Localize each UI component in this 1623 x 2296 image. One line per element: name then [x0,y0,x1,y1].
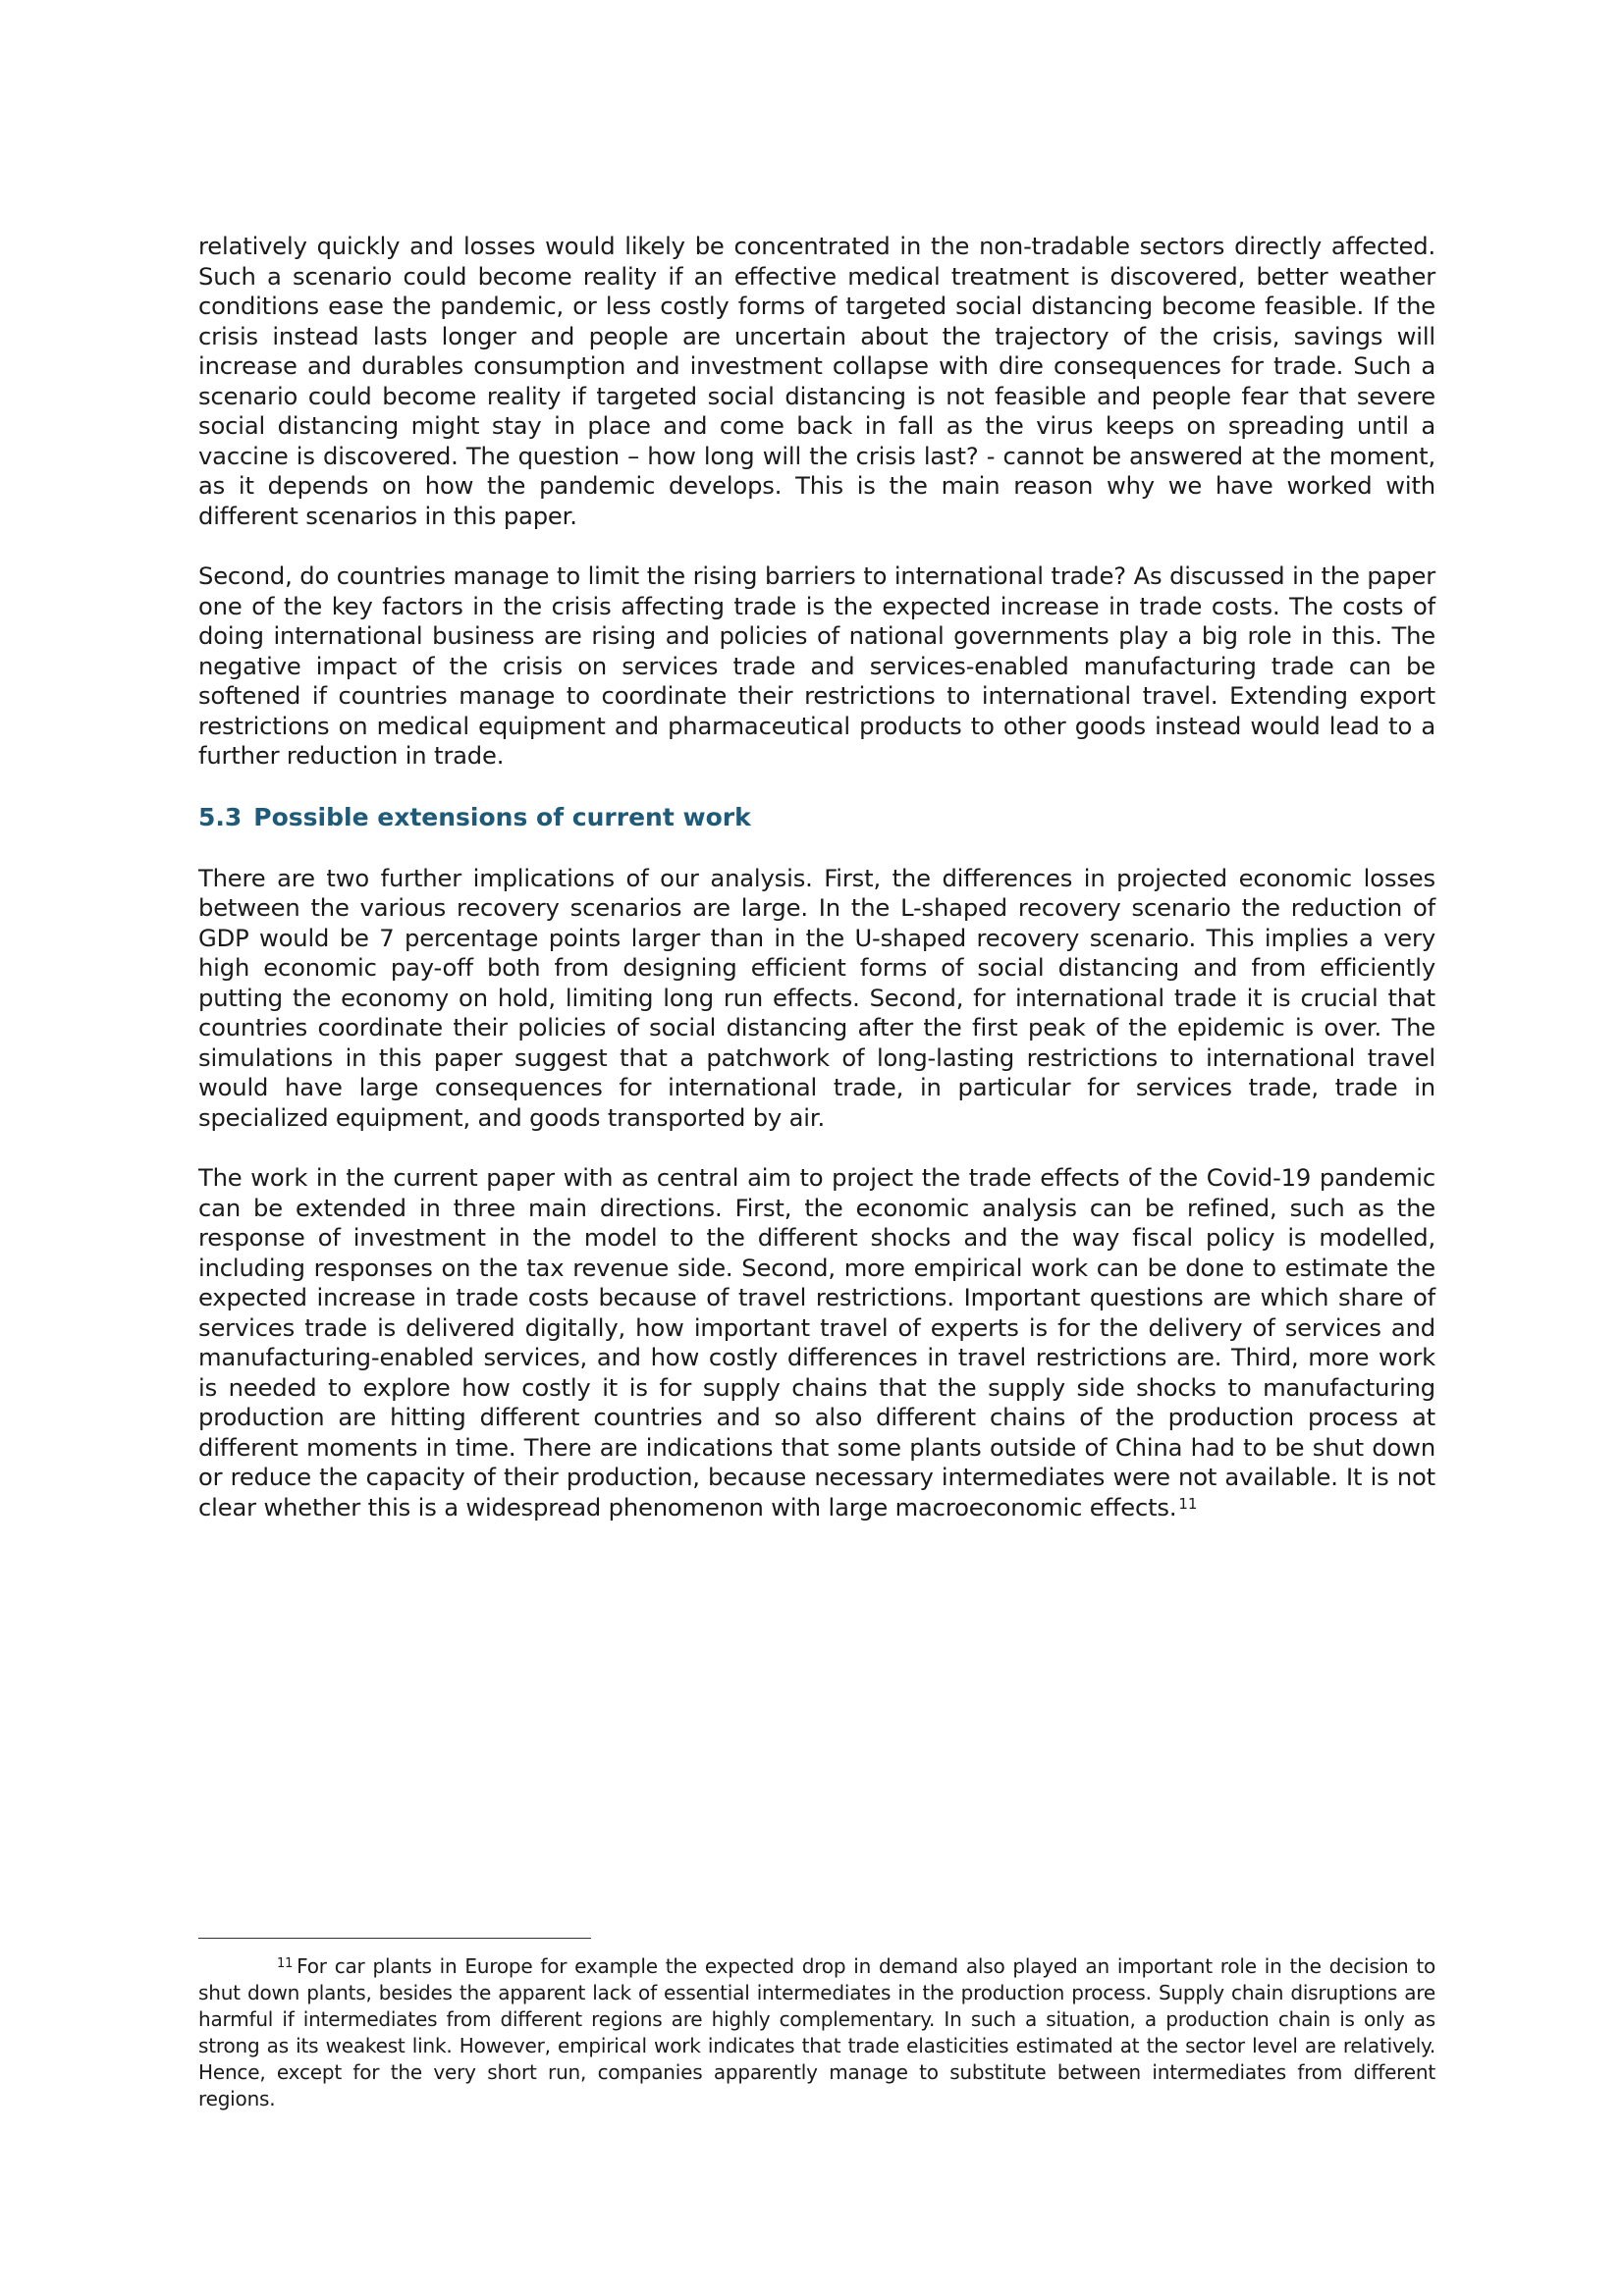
footnote-text: For car plants in Europe for example the expected drop in demand also played an important role in the decision to shut down plants, besides the apparent lack of essential intermediates in the production process. Supply chain disruptions are harmful if intermediates from different regions are highly complementary. In such a situation, a production chain is only as strong as its weakest link. However, empirical work indicates that trade elasticities estimated at the sector level are relatively. Hence, except for the very short run, companies apparently manage to substitute between intermediates from different regions. [198,1954,1435,2110]
section-number: 5.3 [198,802,243,831]
page-body [198,232,1435,1553]
section-title: Possible extensions of current work [253,802,751,831]
footnote [198,1953,1435,2112]
paragraph-extensions-text: The work in the current paper with as central aim to project the trade effects of the Covid-19 pandemic can be extended in three main directions. First, the economic analysis can be refined, such as the response of investment in the model to the different shocks and the way fiscal policy is modelled, including responses on the tax revenue side. Second, more empirical work can be done to estimate the expected increase in trade costs because of travel restrictions. Important questions are which share of services trade is delivered digitally, how important travel of experts is for the delivery of services and manufacturing-enabled services, and how costly differences in travel restrictions are. Third, more work is needed to explore how costly it is for supply chains that the supply side shocks to manufacturing production are hitting different countries and so also different chains of the production process at different moments in time. There are indications that some plants outside of China had to be shut down or reduce the capacity of their production, because necessary intermediates were not available. It is not clear whether this is a widespread phenomenon with large macroeconomic effects. [198,1164,1435,1522]
section-heading [198,802,1435,833]
footnote-reference[interactable]: 11 [1178,1494,1198,1513]
paragraph-extensions [198,1163,1435,1522]
footnote-marker: 11 [277,1956,294,1971]
paragraph-trade-barriers: Second, do countries manage to limit the rising barriers to international trade? As discussed in the paper one of the key factors in the crisis affecting trade is the expected increase in trade costs. The costs of doing international business are rising and policies of national governments play a big role in this. The negative impact of the crisis on services trade and services-enabled manufacturing trade can be softened if countries manage to coordinate their restrictions to international travel. Extending export restrictions on medical equipment and pharmaceutical products to other goods instead would lead to a further reduction in trade. [198,562,1435,770]
paragraph-scenarios: relatively quickly and losses would likely be concentrated in the non-tradable sectors directly affected. Such a scenario could become reality if an effective medical treatment is discovered, better weather conditions ease the pandemic, or less costly forms of targeted social distancing become feasible. If the crisis instead lasts longer and people are uncertain about the trajectory of the crisis, savings will increase and durables consumption and investment collapse with dire consequences for trade. Such a scenario could become reality if targeted social distancing is not feasible and people fear that severe social distancing might stay in place and come back in fall as the virus keeps on spreading until a vaccine is discovered. The question – how long will the crisis last? - cannot be answered at the moment, as it depends on how the pandemic develops. This is the main reason why we have worked with different scenarios in this paper. [198,233,1435,530]
footnote-divider [198,1938,591,1939]
paragraph-implications: There are two further implications of our analysis. First, the differences in projected economic losses between the various recovery scenarios are large. In the L-shaped recovery scenario the reduction of GDP would be 7 percentage points larger than in the U-shaped recovery scenario. This implies a very high economic pay-off both from designing efficient forms of social distancing and from efficiently putting the economy on hold, limiting long run effects. Second, for international trade it is crucial that countries coordinate their policies of social distancing after the first peak of the epidemic is over. The simulations in this paper suggest that a patchwork of long-lasting restrictions to international travel would have large consequences for international trade, in particular for services trade, trade in specialized equipment, and goods transported by air. [198,864,1435,1132]
